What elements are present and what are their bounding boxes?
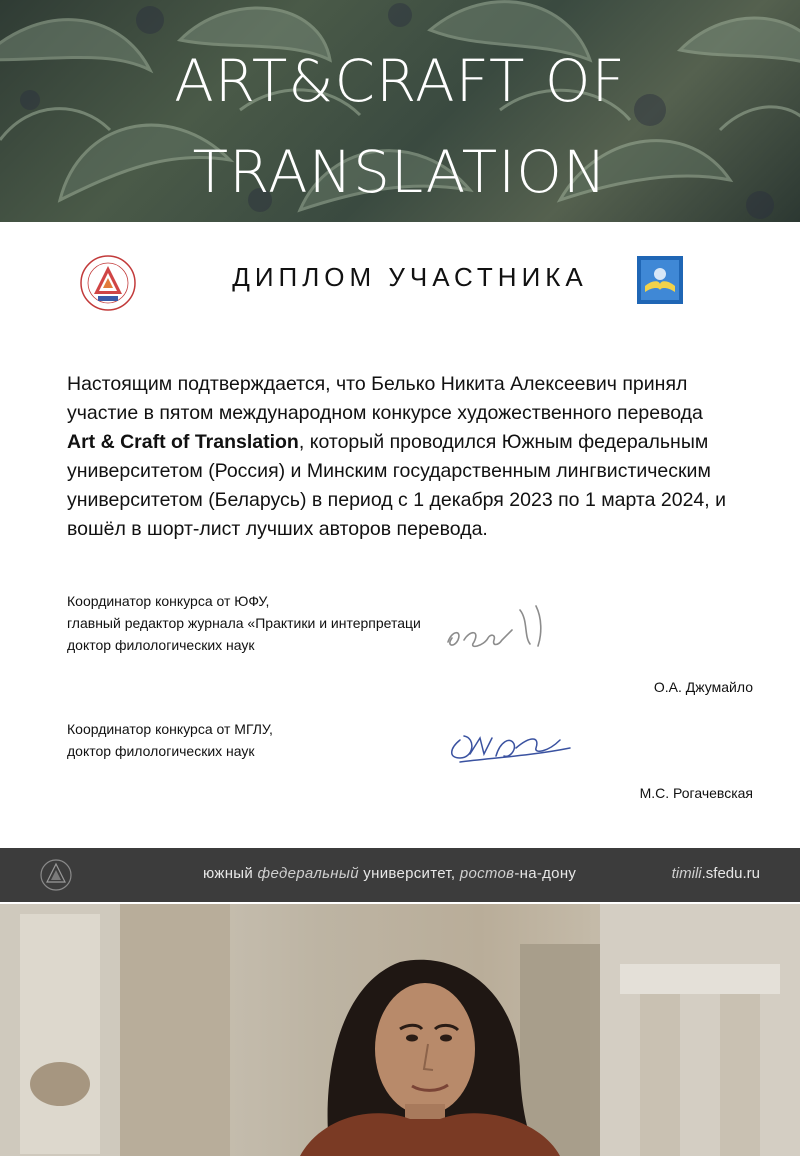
body-line-2: участие в пятом международном конкурсе художественного перевода bbox=[67, 402, 703, 424]
diploma-title: ДИПЛОМ УЧАСТНИКА bbox=[232, 262, 588, 292]
signatory-2-name: М.С. Рогачевская bbox=[639, 785, 753, 801]
footer-university-name: южный федеральный университет, ростов-на-дону bbox=[203, 865, 577, 882]
body-line-4: университетом (Россия) и Минским государственным лингвистическим bbox=[67, 460, 711, 482]
banner bbox=[0, 0, 800, 222]
banner-title-line2: TRANSLATION bbox=[192, 138, 608, 206]
signature-1-image bbox=[438, 600, 558, 660]
coordinator-mslu-degree: доктор филологических наук bbox=[67, 743, 255, 759]
coordinator-sfedu-editor: главный редактор журнала «Практики и интерпретаци bbox=[67, 615, 421, 631]
body-line-1: Настоящим подтверждается, что Белько Никита Алексеевич принял bbox=[67, 373, 688, 395]
coordinator-sfedu-role: Координатор конкурса от ЮФУ, bbox=[67, 593, 270, 609]
mslu-logo-icon bbox=[637, 256, 683, 304]
sfedu-footer-logo-icon bbox=[38, 858, 74, 892]
sfedu-logo-icon bbox=[78, 254, 138, 312]
coordinator-mslu-block bbox=[67, 718, 273, 762]
signature-2-image bbox=[440, 718, 580, 774]
footer-url: timili.sfedu.ru bbox=[671, 865, 760, 882]
portrait-photo-image bbox=[0, 904, 800, 1156]
body-line-5: университетом (Беларусь) в период с 1 декабря 2023 по 1 марта 2024, и bbox=[67, 489, 727, 511]
banner-title-line1: ART&CRAFT OF bbox=[174, 47, 626, 115]
body-line-3: Art & Craft of Translation, который проводился Южным федеральным bbox=[67, 431, 709, 453]
diploma-body-text bbox=[67, 370, 753, 544]
contest-name: Art & Craft of Translation bbox=[67, 431, 299, 453]
coordinator-sfedu-block bbox=[67, 590, 435, 656]
signatory-1-name: О.А. Джумайло bbox=[653, 679, 753, 695]
footer-bar bbox=[0, 848, 800, 902]
body-line-6: вошёл в шорт-лист лучших авторов перевода. bbox=[67, 518, 488, 540]
portrait-photo bbox=[0, 904, 800, 1156]
coordinator-sfedu-degree: доктор филологических наук bbox=[67, 637, 255, 653]
coordinator-mslu-role: Координатор конкурса от МГЛУ, bbox=[67, 721, 273, 737]
